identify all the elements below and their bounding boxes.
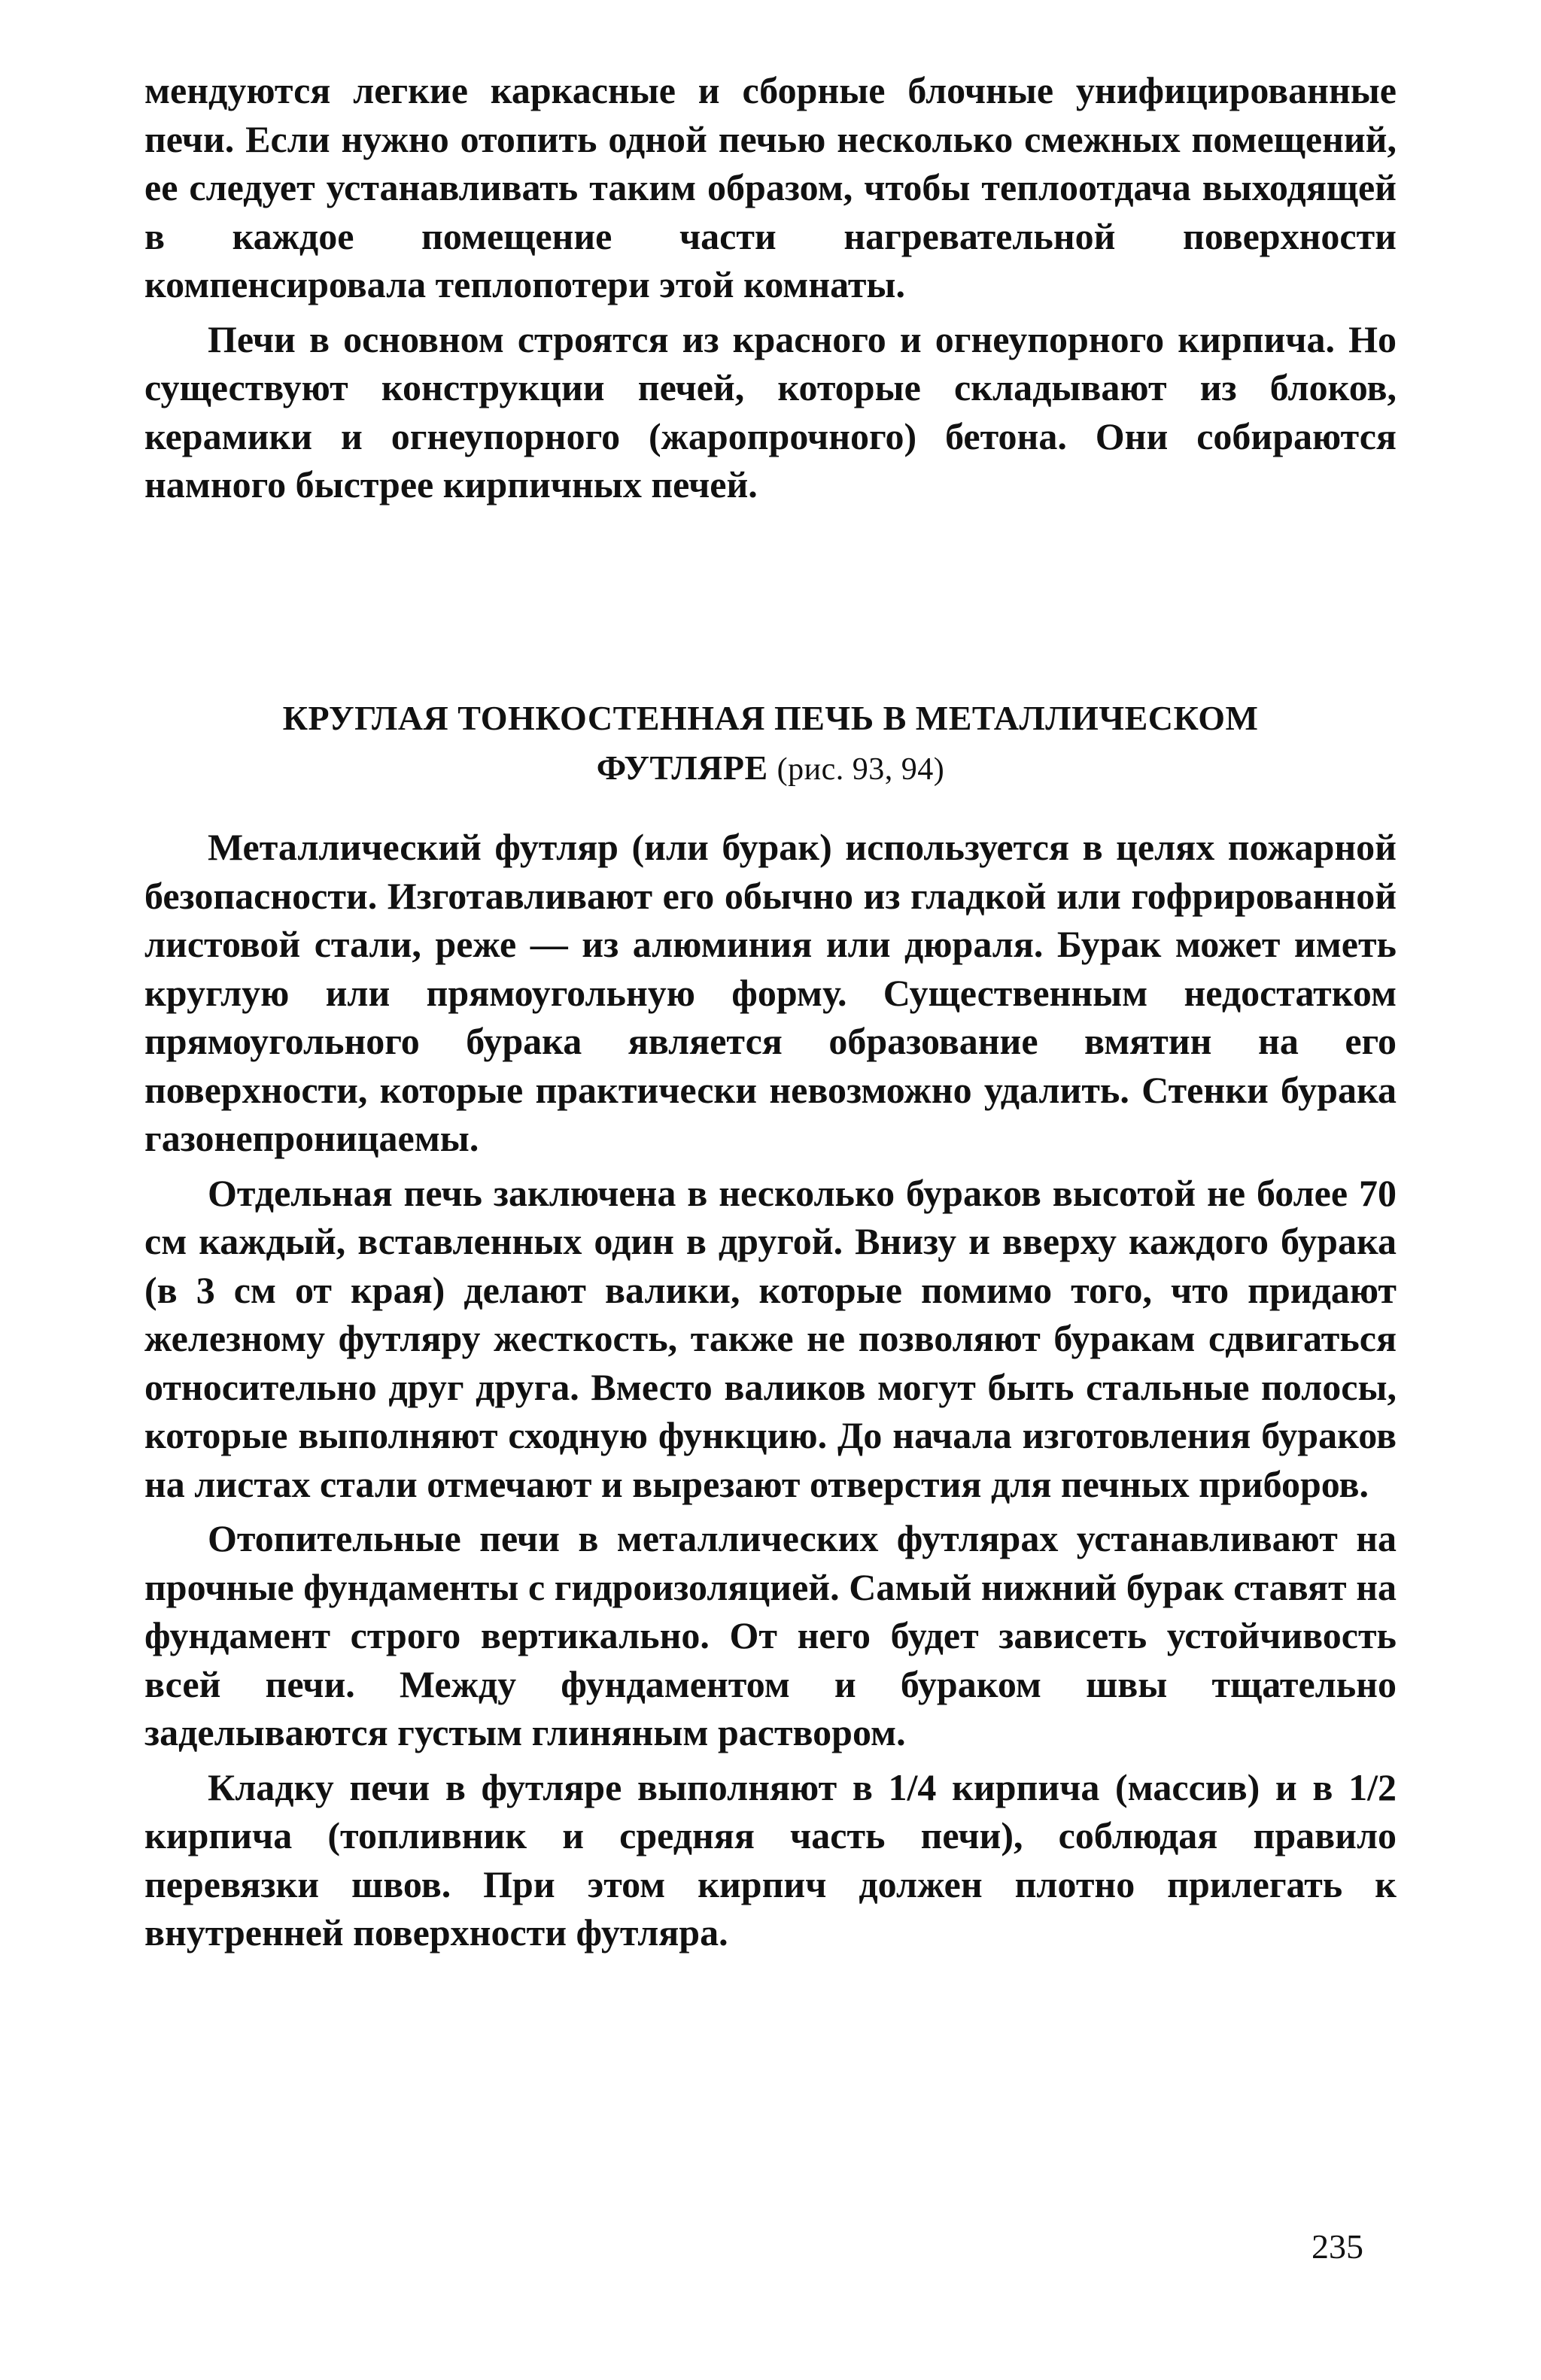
- masonry-paragraph: Кладку печи в футляре выполняют в 1/4 кирпича (массив) и в 1/2 кирпича (топливник и средняя часть печи), соблюдая правило перевязки швов. При этом кирпич должен плотно прилегать к внутренней поверхности футляра.: [144, 1765, 1397, 1953]
- heading-line-1: КРУГЛАЯ ТОНКОСТЕННАЯ ПЕЧЬ В МЕТАЛЛИЧЕСКОМ: [282, 699, 1259, 737]
- bricks-paragraph: Печи в основном строятся из красного и огнеупорного кирпича. Но существуют конструкции печей, которые складывают из блоков, керамики и огнеупорного (жаропрочного) бетона. Они собираются намного быстрее кирпичных печей.: [144, 317, 1397, 505]
- section-heading: [144, 694, 1397, 794]
- figure-reference: (рис. 93, 94): [777, 752, 945, 787]
- body-text-section: [144, 823, 1397, 1957]
- top-text-section: [144, 66, 1397, 509]
- page-number: 235: [1312, 2227, 1363, 2266]
- heading-line-2: [144, 743, 1397, 794]
- burak-paragraph: Отдельная печь заключена в несколько бураков высотой не более 70 см каждый, вставленных один в другой. Внизу и вверху каждого бурака (в 3 см от края) делают валики, которые помимо того, что придают железному футляру жесткость, также не позволяют буракам сдвигаться относительно друг друга. Вместо валиков могут быть стальные полосы, которые выполняют сходную функцию. До начала изготовления бураков на листах стали отмечают и вырезают отверстия для печных приборов.: [144, 1171, 1397, 1505]
- continuation-paragraph: мендуются легкие каркасные и сборные блочные унифицированные печи. Если нужно отопить одной печью несколько смежных помещений, ее следует устанавливать таким образом, чтобы теплоотдача выходящей в каждое помещение части нагревательной поверхности компенсировала теплопотери этой комнаты.: [144, 69, 1397, 305]
- case-paragraph: Металлический футляр (или бурак) используется в целях пожарной безопасности. Изготавливают его обычно из гладкой или гофрированной листовой стали, реже — из алюминия или дюраля. Бурак может иметь круглую или прямоугольную форму. Существенным недостатком прямоугольного бурака является образование вмятин на его поверхности, которые практически невозможно удалить. Стенки бурака газонепроницаемы.: [144, 826, 1397, 1159]
- foundation-paragraph: Отопительные печи в металлических футлярах устанавливают на прочные фундаменты с гидроизоляцией. Самый нижний бурак ставят на фундамент строго вертикально. От него будет зависеть устойчивость всей печи. Между фундаментом и бураком швы тщательно заделываются густым глиняным раствором.: [144, 1517, 1397, 1753]
- heading-line-2-main: ФУТЛЯРЕ: [596, 748, 768, 787]
